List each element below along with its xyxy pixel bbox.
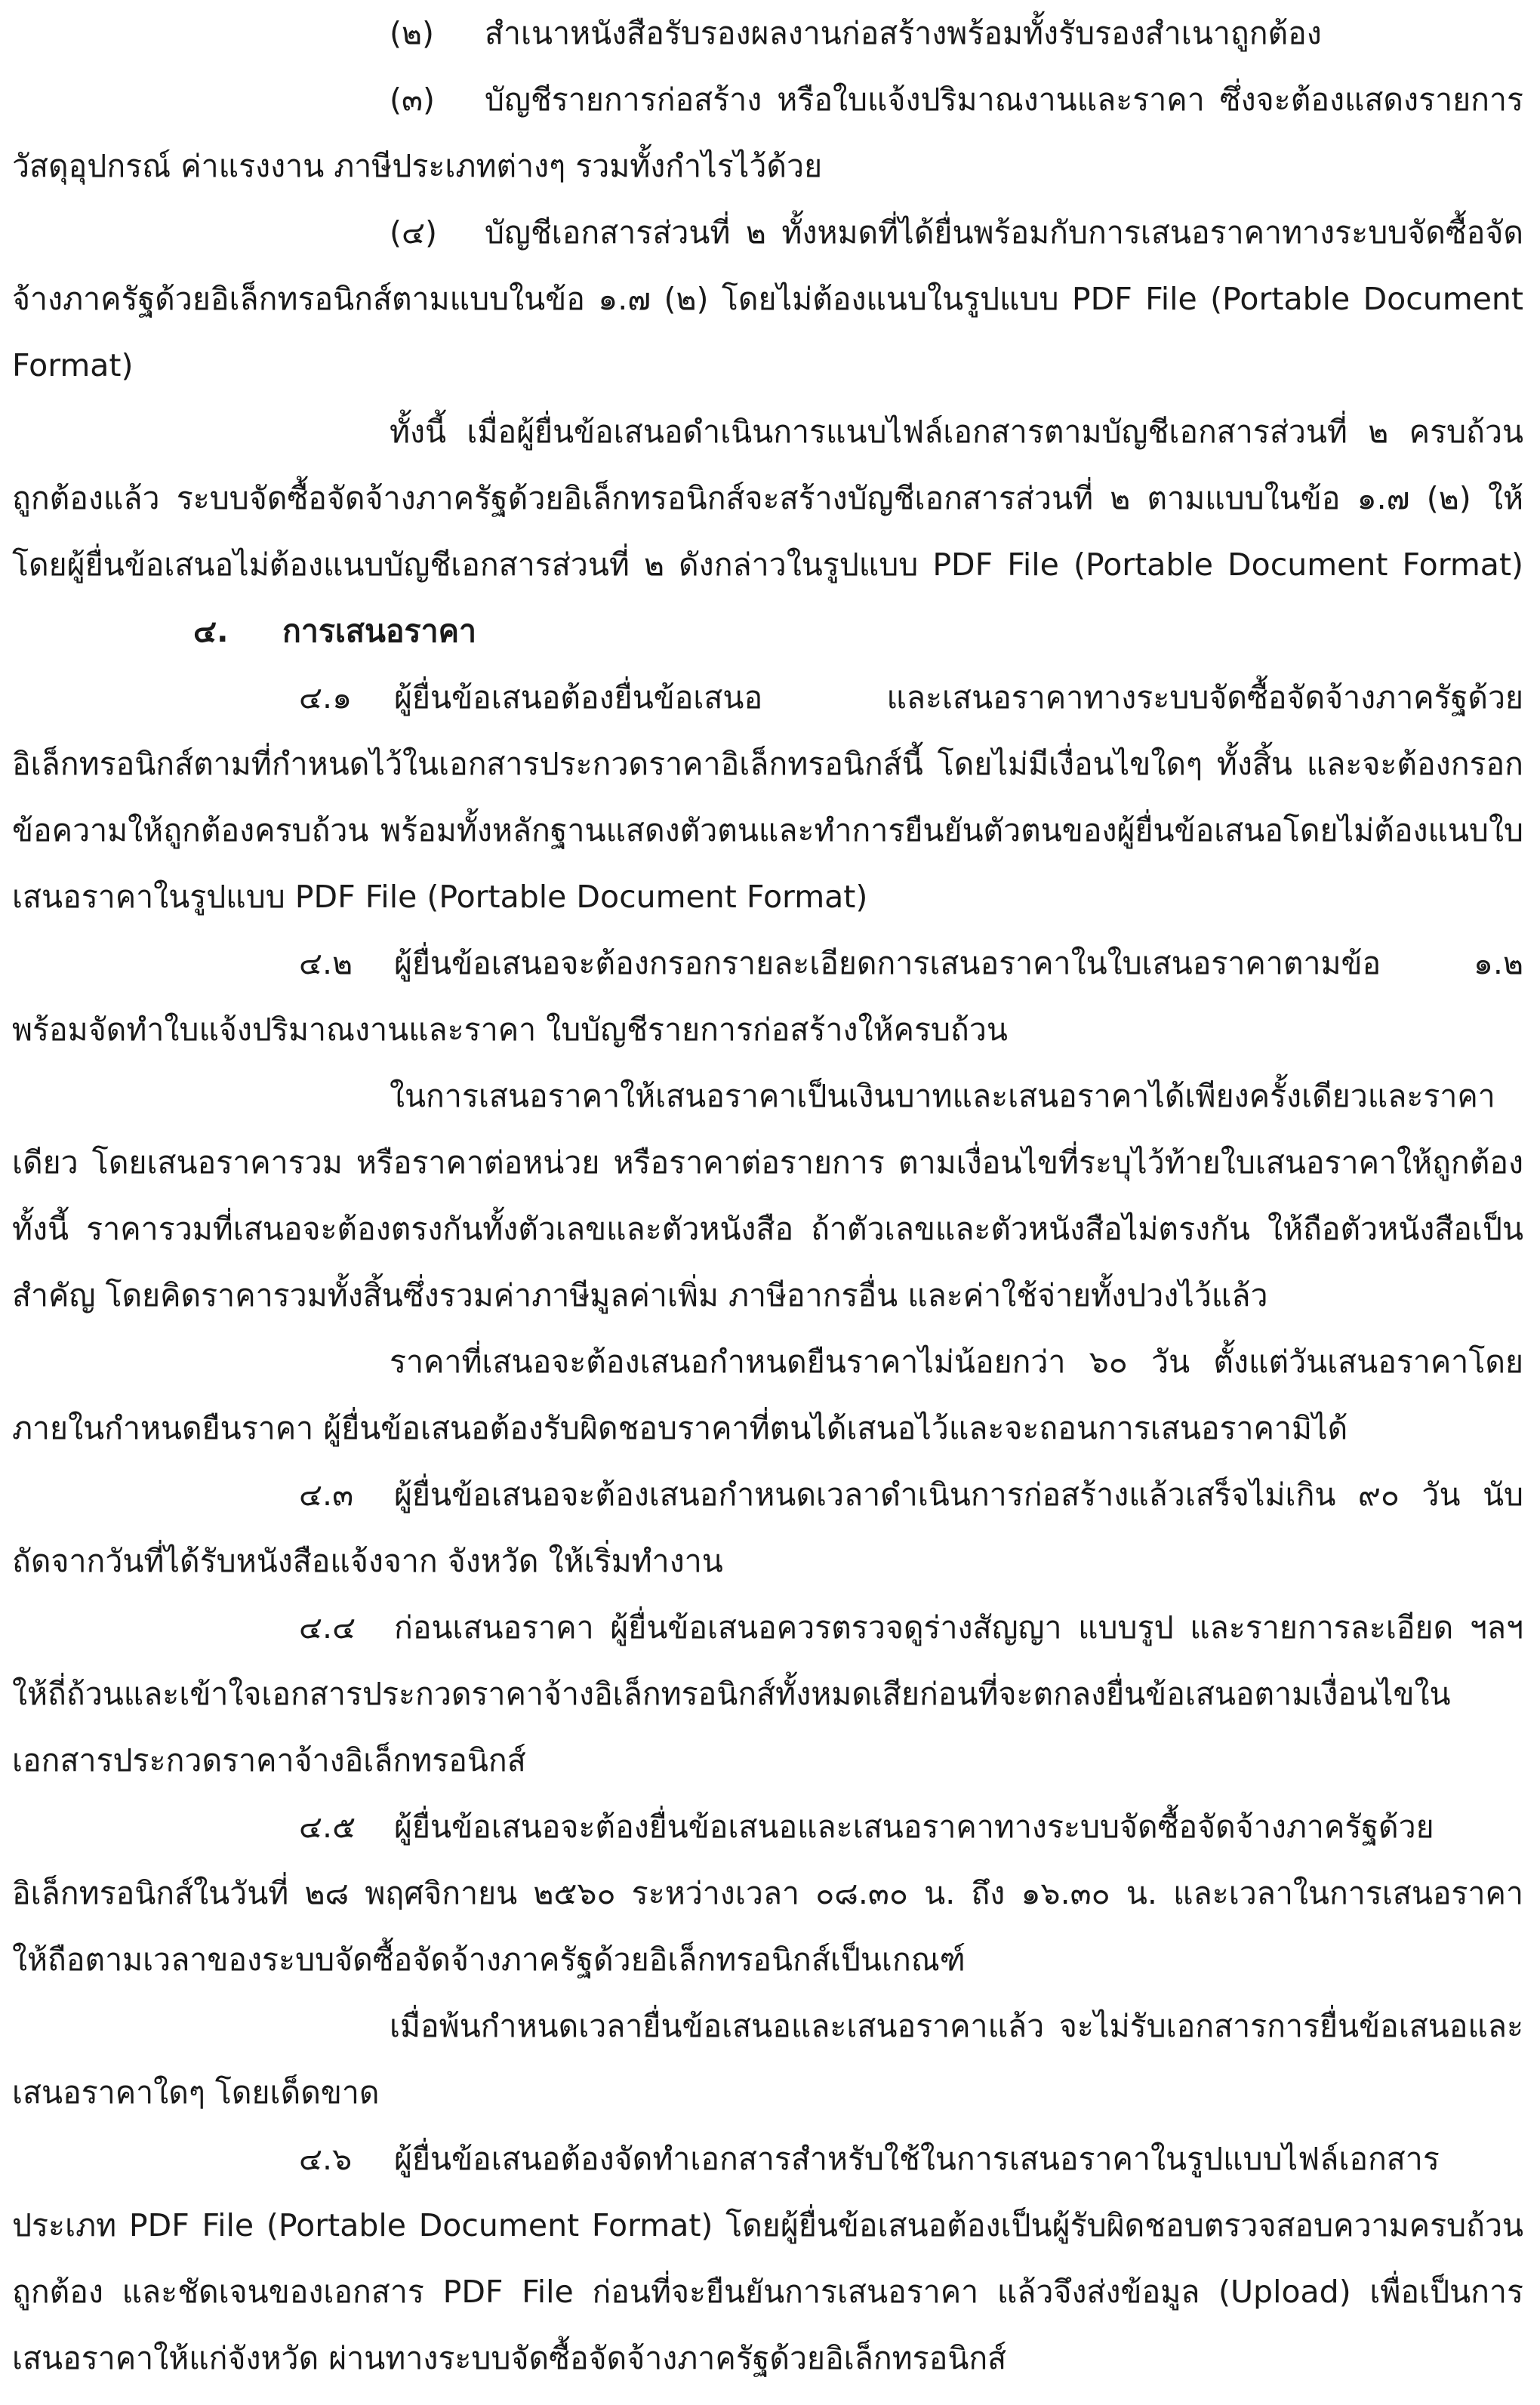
item-text: บัญชีเอกสารส่วนที่ ๒ ทั้งหมดที่ได้ยื่นพร้อมกับการเสนอราคาทางระบบจัดซื้อจัด [485,214,1523,251]
item-text: สำเนาหนังสือรับรองผลงานก่อสร้างพร้อมทั้งรับรองสำเนาถูกต้อง [485,15,1322,51]
item-text: บัญชีรายการก่อสร้าง หรือใบแจ้งปริมาณงานและราคา ซึ่งจะต้องแสดงรายการ [485,82,1523,118]
clause-number: ๔.๔ [299,1609,356,1646]
clause-text: ผู้ยื่นข้อเสนอจะต้องกรอกรายละเอียดการเสนอราคาในใบเสนอราคาตามข้อ ๑.๒ [394,945,1523,981]
paragraph-line: จ้างภาครัฐด้วยอิเล็กทรอนิกส์ตามแบบในข้อ ๑.๗ (๒) โดยไม่ต้องแนบในรูปแบบ PDF File (Portable Document [12,281,1523,317]
clause-number: ๔.๕ [299,1809,356,1845]
clause-text: ผู้ยื่นข้อเสนอจะต้องเสนอกำหนดเวลาดำเนินการก่อสร้างแล้วเสร็จไม่เกิน ๙๐ วัน นับ [394,1477,1523,1513]
paragraph-line: ให้ถี่ถ้วนและเข้าใจเอกสารประกวดราคาจ้างอิเล็กทรอนิกส์ทั้งหมดเสียก่อนที่จะตกลงยื่นข้อเสนอตามเงื่อนไขใน [12,1676,1451,1712]
paragraph-line: ถูกต้องแล้ว ระบบจัดซื้อจัดจ้างภาครัฐด้วยอิเล็กทรอนิกส์จะสร้างบัญชีเอกสารส่วนที่ ๒ ตามแบบในข้อ ๑.๗ (๒) ให้ [12,480,1523,516]
paragraph-line: เสนอราคาให้แก่จังหวัด ผ่านทางระบบจัดซื้อจัดจ้างภาครัฐด้วยอิเล็กทรอนิกส์ [12,2340,1007,2376]
paragraph-line: โดยผู้ยื่นข้อเสนอไม่ต้องแนบบัญชีเอกสารส่วนที่ ๒ ดังกล่าวในรูปแบบ PDF File (Portable Document Format) [12,547,1523,583]
clause-4-5-line [299,1794,1523,1860]
clause-text: ผู้ยื่นข้อเสนอต้องจัดทำเอกสารสำหรับใช้ในการเสนอราคาในรูปแบบไฟล์เอกสาร [394,2141,1440,2177]
clause-4-4-line [299,1594,1523,1661]
paragraph-line: อิเล็กทรอนิกส์ในวันที่ ๒๘ พฤศจิกายน ๒๕๖๐ ระหว่างเวลา ๐๘.๓๐ น. ถึง ๑๖.๓๐ น. และเวลาในการเสนอราคา [12,1875,1523,1911]
item-3-line [390,66,1523,133]
paragraph-line: ถูกต้อง และชัดเจนของเอกสาร PDF File ก่อนที่จะยืนยันการเสนอราคา แล้วจึงส่งข้อมูล (Upload) เพื่อเป็นการ [12,2274,1523,2310]
item-number: (๓) [390,82,436,118]
paragraph-line: อิเล็กทรอนิกส์ตามที่กำหนดไว้ในเอกสารประกวดราคาอิเล็กทรอนิกส์นี้ โดยไม่มีเงื่อนไขใดๆ ทั้งสิ้น และจะต้องกรอก [12,746,1523,782]
paragraph-line: วัสดุอุปกรณ์ ค่าแรงงาน ภาษีประเภทต่างๆ รวมทั้งกำไรไว้ด้วย [12,148,823,184]
clause-4-6-line [299,2126,1523,2192]
clause-4-1-line [299,664,1523,731]
paragraph-first-line: เมื่อพ้นกำหนดเวลายื่นข้อเสนอและเสนอราคาแล้ว จะไม่รับเอกสารการยื่นข้อเสนอและ [390,2008,1523,2044]
paragraph-first-line: ในการเสนอราคาให้เสนอราคาเป็นเงินบาทและเสนอราคาได้เพียงครั้งเดียวและราคา [390,1078,1495,1114]
clause-text: ผู้ยื่นข้อเสนอต้องยื่นข้อเสนอ และเสนอราคาทางระบบจัดซื้อจัดจ้างภาครัฐด้วย [394,679,1523,716]
paragraph-line: เดียว โดยเสนอราคารวม หรือราคาต่อหน่วย หรือราคาต่อรายการ ตามเงื่อนไขที่ระบุไว้ท้ายใบเสนอราคาให้ถูกต้อง [12,1144,1523,1181]
paragraph-line: เอกสารประกวดราคาจ้างอิเล็กทรอนิกส์ [12,1742,526,1778]
paragraph-line: เสนอราคาในรูปแบบ PDF File (Portable Document Format) [12,879,868,915]
clause-number: ๔.๑ [299,679,353,716]
clause-text: ผู้ยื่นข้อเสนอจะต้องยื่นข้อเสนอและเสนอราคาทางระบบจัดซื้อจัดจ้างภาครัฐด้วย [394,1809,1434,1845]
paragraph-line: ให้ถือตามเวลาของระบบจัดซื้อจัดจ้างภาครัฐด้วยอิเล็กทรอนิกส์เป็นเกณฑ์ [12,1942,966,1978]
clause-number: ๔.๒ [299,945,353,981]
item-4-line [390,199,1523,266]
section-number: ๔. [193,613,229,649]
section-title: การเสนอราคา [282,613,477,649]
item-number: (๔) [390,214,438,251]
clause-4-2-line [299,930,1523,996]
clause-number: ๔.๖ [299,2141,353,2177]
item-number: (๒) [390,15,435,51]
paragraph-line: สำคัญ โดยคิดราคารวมทั้งสิ้นซึ่งรวมค่าภาษีมูลค่าเพิ่ม ภาษีอากรอื่น และค่าใช้จ่ายทั้งปวงไว้แล้ว [12,1277,1268,1313]
section-heading [193,598,1523,664]
paragraph-line: Format) [12,347,134,383]
paragraph-first-line: ทั้งนี้ เมื่อผู้ยื่นข้อเสนอดำเนินการแนบไฟล์เอกสารตามบัญชีเอกสารส่วนที่ ๒ ครบถ้วน [390,414,1523,450]
paragraph-first-line: ราคาที่เสนอจะต้องเสนอกำหนดยืนราคาไม่น้อยกว่า ๖๐ วัน ตั้งแต่วันเสนอราคาโดย [390,1344,1523,1380]
clause-number: ๔.๓ [299,1477,354,1513]
paragraph-line: พร้อมจัดทำใบแจ้งปริมาณงานและราคา ใบบัญชีรายการก่อสร้างให้ครบถ้วน [12,1012,1008,1048]
clause-4-3-line [299,1461,1523,1528]
paragraph-line: ทั้งนี้ ราคารวมที่เสนอจะต้องตรงกันทั้งตัวเลขและตัวหนังสือ ถ้าตัวเลขและตัวหนังสือไม่ตรงกัน ให้ถือตัวหนังสือเป็น [12,1211,1523,1247]
item-2-line [390,0,1523,66]
clause-text: ก่อนเสนอราคา ผู้ยื่นข้อเสนอควรตรวจดูร่างสัญญา แบบรูป และรายการละเอียด ฯลฯ [394,1609,1523,1646]
paragraph-line: ข้อความให้ถูกต้องครบถ้วน พร้อมทั้งหลักฐานแสดงตัวตนและทำการยืนยันตัวตนของผู้ยื่นข้อเสนอโดยไม่ต้องแนบใบ [12,812,1523,848]
paragraph-line: ภายในกำหนดยืนราคา ผู้ยื่นข้อเสนอต้องรับผิดชอบราคาที่ตนได้เสนอไว้และจะถอนการเสนอราคามิได้ [12,1410,1348,1446]
paragraph-line: ถัดจากวันที่ได้รับหนังสือแจ้งจาก จังหวัด ให้เริ่มทำงาน [12,1543,723,1579]
paragraph-line: ประเภท PDF File (Portable Document Format) โดยผู้ยื่นข้อเสนอต้องเป็นผู้รับผิดชอบตรวจสอบความครบถ้วน [12,2207,1523,2243]
paragraph-line: เสนอราคาใดๆ โดยเด็ดขาด [12,2074,380,2111]
